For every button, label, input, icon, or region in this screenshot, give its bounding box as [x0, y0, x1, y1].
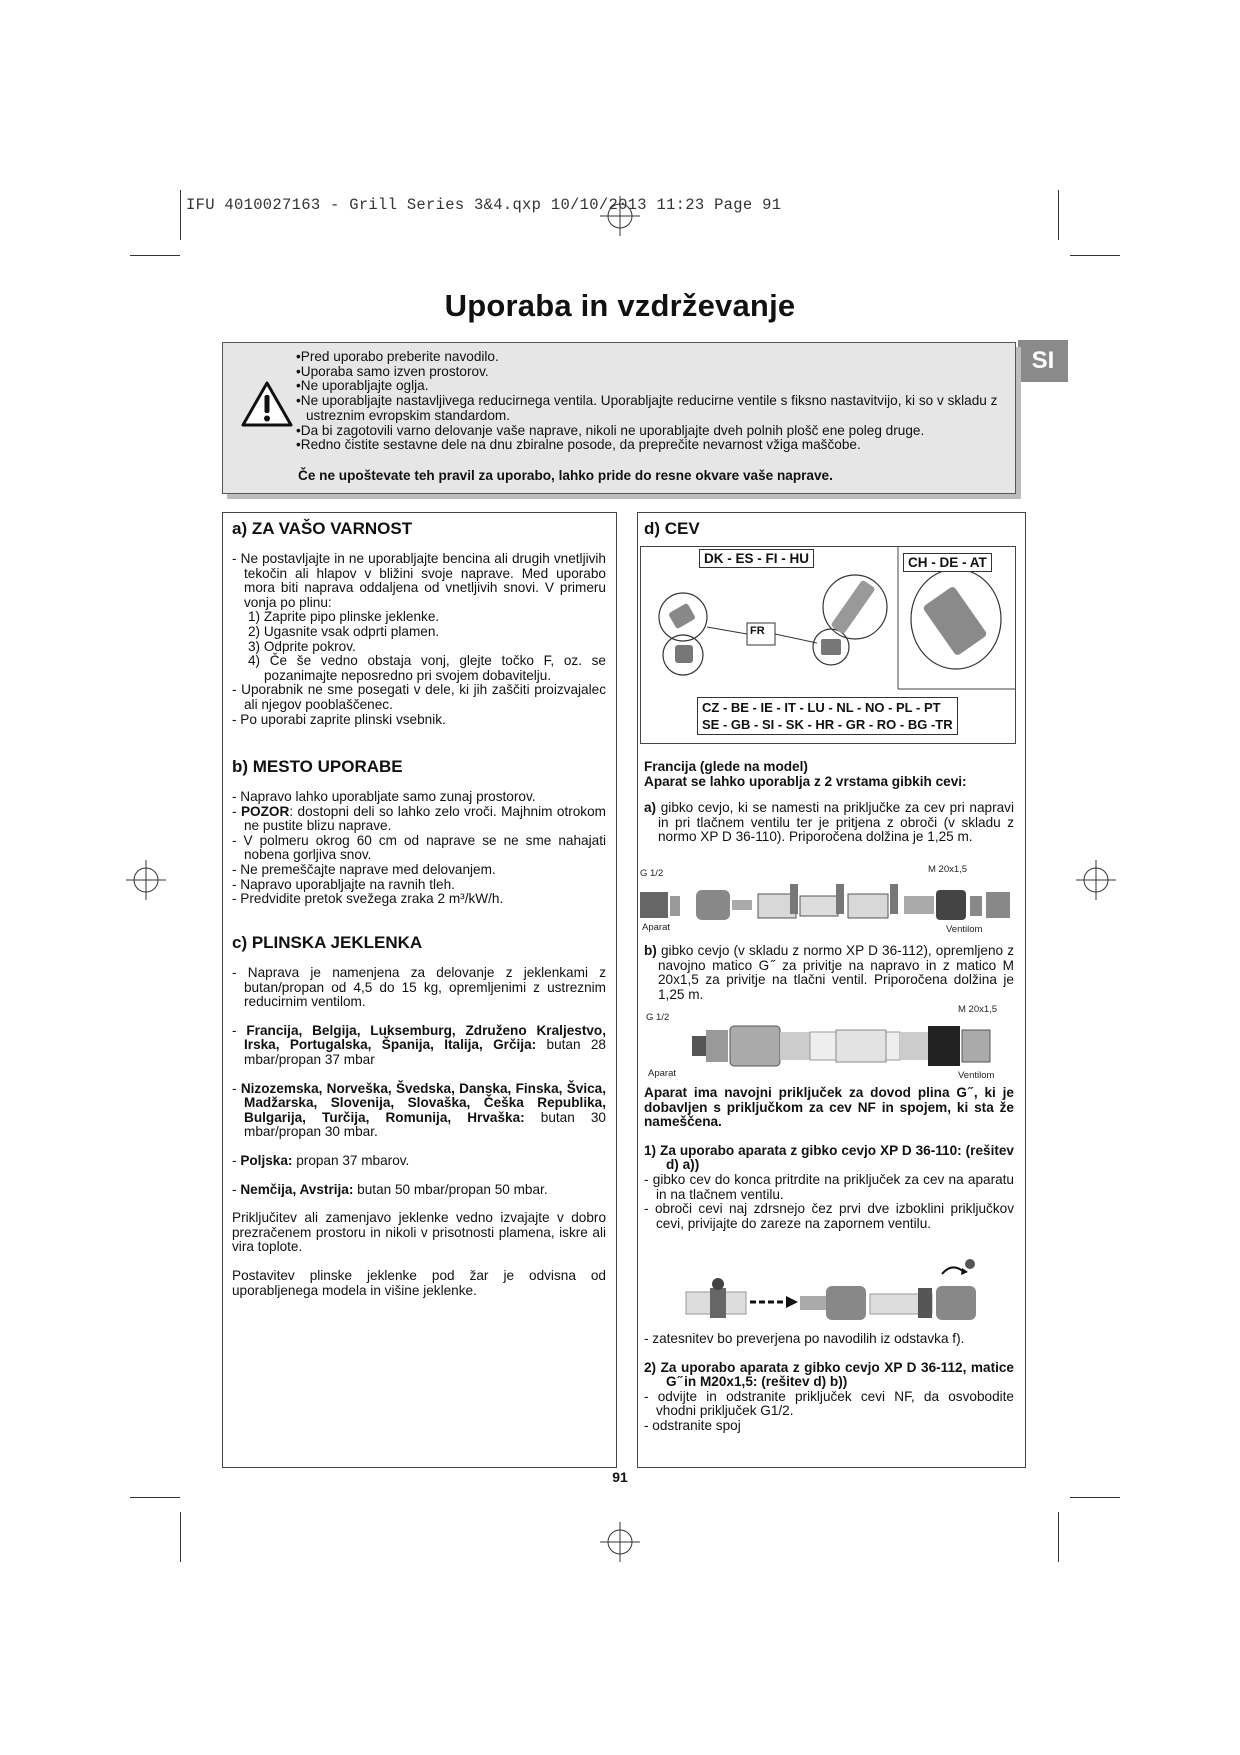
fig-label: M 20x1,5: [928, 864, 968, 875]
warning-list: [296, 350, 1008, 453]
section-d-body-d: [644, 1332, 1014, 1434]
language-tab: SI: [1018, 340, 1068, 382]
registration-mark-icon: [1076, 860, 1116, 900]
fig-label: G 1/2: [640, 868, 664, 879]
bold-label: b): [644, 943, 657, 958]
section-a-heading: a) ZA VAŠO VARNOST: [232, 519, 413, 538]
step: 2) Ugasnite vsak odprti plamen.: [248, 623, 440, 639]
fig-label: Aparat: [642, 922, 670, 933]
paragraph: [644, 944, 1014, 1002]
fig-label: M 20x1,5: [958, 1004, 998, 1015]
fig-label: G 1/2: [646, 1012, 670, 1023]
warning-item: • Ne uporabljajte oglja.: [296, 379, 1008, 394]
clamp-figure: [680, 1258, 1000, 1328]
bold-label: Francija, Belgija, Luksemburg, Združeno Kraljestvo, Irska, Portugalska, Španija, Italija, Grčija:: [244, 1022, 607, 1053]
paragraph: - odvijte in odstranite priključek cevi NF, da osvobodite vhodni priključek G1/2.: [644, 1388, 1014, 1419]
country-line: CZ - BE - IE - IT - LU - NL - NO - PL - PT: [702, 700, 941, 715]
paragraph: 1) Za uporabo aparata z gibko cevjo XP D 36-110: (rešitev d) a)): [644, 1142, 1014, 1173]
country-label: CH - DE - AT: [903, 553, 992, 572]
section-d-body-c: [644, 1086, 1014, 1231]
section-c-body: [232, 966, 606, 1298]
text: butan 28 mbar/propan 37 mbar: [244, 1037, 606, 1067]
section-d-heading: d) CEV: [644, 519, 700, 538]
paragraph: Priključitev ali zamenjavo jeklenke vedno izvajajte v dobro prezračenem prostoru in nikoli v prisotnosti plamena, iskre ali vira toplote.: [232, 1210, 606, 1255]
paragraph: - Ne postavljajte in ne uporabljajte bencina ali drugih vnetljivih tekočin ali hlapov v bližini svoje naprave. Med uporabo mora biti naprava oddaljena od vnetljivih snovi. V primeru vonja po plinu:: [232, 551, 606, 610]
warning-item: • Redno čistite sestavne dele na dnu zbiralne posode, da preprečite nevarnost vžiga maščobe.: [296, 438, 1008, 453]
paragraph: - Uporabnik ne sme posegati v dele, ki jih zaščiti proizvajalec ali njegov pooblaščenec.: [232, 682, 606, 712]
section-a-body: [232, 552, 606, 727]
text: butan 30 mbar/propan 30 mbar.: [244, 1109, 606, 1140]
paragraph: - POZOR: dostopni deli so lahko zelo vroči. Majhnim otrokom ne pustite blizu naprave.: [232, 803, 606, 834]
paragraph: - Napravo lahko uporabljate samo zunaj prostorov.: [232, 789, 536, 804]
section-c-heading: c) PLINSKA JEKLENKA: [232, 933, 423, 952]
text: : dostopni deli so lahko zelo vroči. Majhnim otrokom ne pustite blizu naprave.: [244, 803, 606, 834]
fig-label: Ventilom: [958, 1070, 995, 1081]
paragraph: - odstranite spoj: [644, 1417, 741, 1433]
crop-mark: [1070, 255, 1120, 256]
paragraph: - Francija, Belgija, Luksemburg, Združeno Kraljestvo, Irska, Portugalska, Španija, Italija, Grčija: butan 28 mbar/propan 37 mbar: [232, 1022, 607, 1067]
paragraph: - Po uporabi zaprite plinski vsebnik.: [232, 711, 446, 727]
text: gibko cevjo (v skladu z normo XP D 36-112), opremljeno z navojno matico G ̋ za privitje na napravo in z matico M 20x1,5 za privitje na tlačni ventil. Priporočena dolžina je 1,25 m.: [658, 943, 1015, 1002]
paragraph: - zatesnitev bo preverjena po navodilih iz odstavka f).: [644, 1331, 965, 1346]
section-b-heading: b) MESTO UPORABE: [232, 757, 403, 776]
section-b-body: [232, 790, 606, 907]
page-title: Uporaba in vzdrževanje: [444, 288, 796, 323]
country-label-block: [697, 697, 958, 735]
crop-mark: [1058, 190, 1059, 240]
registration-mark-icon: [600, 196, 640, 236]
registration-mark-icon: [600, 1522, 640, 1562]
country-label: FR: [750, 625, 765, 637]
crop-mark: [1058, 1512, 1059, 1562]
paragraph: Francija (glede na model): [644, 759, 808, 774]
section-d-body: [644, 760, 1014, 845]
paragraph: - Napravo uporabljajte na ravnih tleh.: [232, 876, 455, 892]
warning-triangle-icon: [240, 380, 294, 428]
fig-label: Ventilom: [946, 924, 983, 935]
connector-figure: [640, 546, 1016, 744]
paragraph: - Ne premeščajte naprave med delovanjem.: [232, 861, 496, 877]
print-header: IFU 4010027163 - Grill Series 3&4.qxp 10/10/2013 11:23 Page 91: [186, 196, 782, 214]
paragraph: - Naprava je namenjena za delovanje z jeklenkami z butan/propan od 4,5 do 15 kg, opremljenimi z ustreznim reducirnim ventilom.: [232, 965, 606, 1010]
paragraph: - V polmeru okrog 60 cm od naprave se ne sme nahajati nobena gorljiva snov.: [232, 832, 606, 863]
crop-mark: [130, 255, 180, 256]
bold-label: POZOR: [240, 803, 290, 819]
warning-item: • Pred uporabo preberite navodilo.: [296, 350, 1008, 365]
paragraph: - Poljska: propan 37 mbarov.: [232, 1152, 410, 1168]
text: gibko cevjo, ki se namesti na priključke za cev pri napravi in pri tlačnem ventilu ter je pritjena z obroči (v skladu z normo XP D 36-110). Priporočena dolžina je 1,25 m.: [658, 800, 1015, 845]
clamp-illustration: [680, 1258, 1000, 1328]
warning-item: • Da bi zagotovili varno delovanje vaše naprave, nikoli ne uporabljajte dveh polnih plošč ene poleg druge.: [296, 424, 1008, 439]
hose-b-figure: [640, 1004, 1012, 1082]
fig-label: Aparat: [648, 1068, 676, 1079]
country-label: DK - ES - FI - HU: [699, 549, 814, 568]
crop-mark: [180, 190, 181, 240]
crop-mark: [1070, 1497, 1120, 1498]
text: butan 50 mbar/propan 50 mbar.: [353, 1181, 548, 1197]
bold-label: Nizozemska, Norveška, Švedska, Danska, Finska, Švica, Madžarska, Slovenija, Slovaška, Češka Republika, Bulgarija, Turčija, Romunija, Hrvaška:: [240, 1080, 606, 1125]
warning-footer: Če ne upoštevate teh pravil za uporabo, lahko pride do resne okvare vaše naprave.: [298, 468, 833, 483]
bold-label: Poljska:: [240, 1152, 293, 1168]
bold-label: Nemčija, Avstrija:: [240, 1181, 354, 1197]
step: 3) Odprite pokrov.: [248, 638, 356, 654]
paragraph: - Nemčija, Avstrija: butan 50 mbar/propan 50 mbar.: [232, 1181, 548, 1197]
hose-a-figure: [640, 864, 1012, 936]
bold-label: a): [644, 800, 657, 816]
country-line: SE - GB - SI - SK - HR - GR - RO - BG -TR: [702, 717, 953, 732]
text: propan 37 mbarov.: [292, 1152, 410, 1168]
paragraph: - Predvidite pretok svežega zraka 2 m³/kW/h.: [232, 891, 504, 907]
paragraph: - gibko cev do konca pritrdite na priključek za cev na aparatu in na tlačnem ventilu.: [644, 1171, 1014, 1202]
paragraph: Aparat ima navojni priključek za dovod plina G ̋, ki je dobavljen s priključkom za cev NF in spojem, ki sta že nameščena.: [644, 1085, 1014, 1130]
paragraph: [644, 801, 1014, 845]
page-number: 91: [612, 1469, 628, 1485]
crop-mark: [130, 1497, 180, 1498]
paragraph: - Nizozemska, Norveška, Švedska, Danska, Finska, Švica, Madžarska, Slovenija, Slovaška, Češka Republika, Bulgarija, Turčija, Romunija, Hrvaška: butan 30 mbar/propan 30 mbar.: [232, 1080, 606, 1140]
section-d-body-b: [644, 944, 1014, 1002]
crop-mark: [180, 1512, 181, 1562]
step: 4) Če še vedno obstaja vonj, glejte točko F, oz. se pozanimajte neposredno pri svojem dobavitelju.: [248, 653, 606, 683]
warning-item: • Uporaba samo izven prostorov.: [296, 365, 1008, 380]
step: 1) Zaprite pipo plinske jeklenke.: [248, 609, 440, 625]
paragraph: Aparat se lahko uporablja z 2 vrstama gibkih cevi:: [644, 773, 967, 789]
paragraph: Postavitev plinske jeklenke pod žar je odvisna od uporabljenega modela in višine jeklenke.: [232, 1267, 606, 1298]
paragraph: - obroči cevi naj zdrsnejo čez prvi dve izboklini priključkov cevi, privijajte do zareze na zapornem ventilu.: [644, 1201, 1014, 1231]
hose-illustration: [640, 1020, 1012, 1072]
warning-item: • Ne uporabljajte nastavljivega reducirnega ventila. Uporabljajte reducirne ventile s fiksno nastavitvijo, ki so v skladu z ustreznim evropskim standardom.: [296, 394, 1008, 423]
paragraph: 2) Za uporabo aparata z gibko cevjo XP D 36-112, matice G ̋ in M20x1,5: (rešitev d) b)): [644, 1359, 1014, 1390]
registration-mark-icon: [126, 860, 166, 900]
